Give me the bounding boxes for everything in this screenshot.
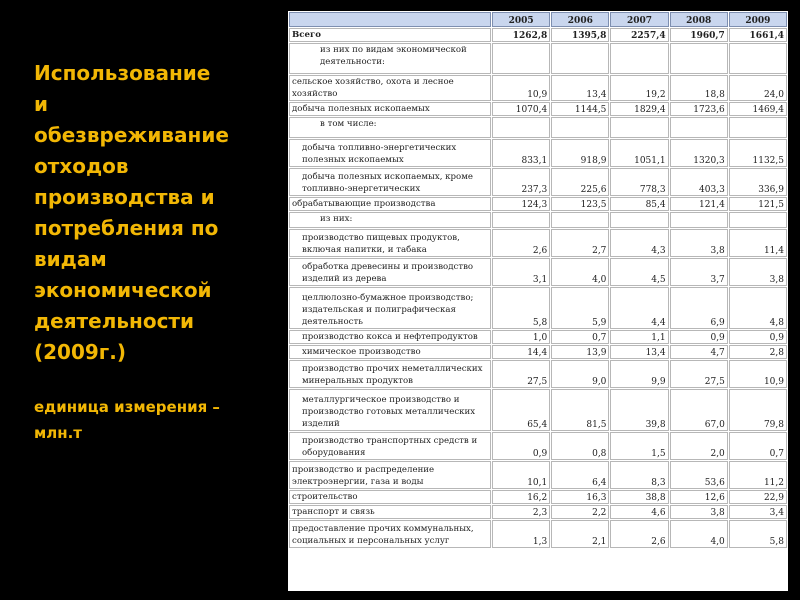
value-cell-2008: 0,9 — [670, 330, 728, 344]
value-cell-2009: 5,8 — [729, 520, 787, 548]
value-cell-2008: 4,0 — [670, 520, 728, 548]
value-cell-2005: 1,0 — [492, 330, 550, 344]
value-cell-2008: 3,7 — [670, 258, 728, 286]
value-cell-2009: 0,7 — [729, 432, 787, 460]
value-cell-2006 — [551, 117, 609, 138]
value-cell-2007: 19,2 — [610, 75, 668, 101]
year-header: 2008 — [670, 12, 728, 27]
value-cell-2006: 0,8 — [551, 432, 609, 460]
value-cell-2006: 1395,8 — [551, 28, 609, 42]
row-label: производство пищевых продуктов, включая напитки, и табака — [289, 229, 491, 257]
row-label: из них: — [289, 212, 491, 228]
value-cell-2008: 53,6 — [670, 461, 728, 489]
value-cell-2006: 4,0 — [551, 258, 609, 286]
header-row — [289, 12, 787, 27]
value-cell-2008: 1723,6 — [670, 102, 728, 116]
value-cell-2007: 38,8 — [610, 490, 668, 504]
row-label: производство и распределение электроэнергии, газа и воды — [289, 461, 491, 489]
table-row — [289, 75, 787, 101]
year-header: 2005 — [492, 12, 550, 27]
value-cell-2009: 24,0 — [729, 75, 787, 101]
value-cell-2006: 13,9 — [551, 345, 609, 359]
value-cell-2008 — [670, 117, 728, 138]
slide-title: Использование и обезвреживание отходов производства и потребления по видам экономической деятельности (2009г.) — [34, 61, 229, 364]
value-cell-2009: 79,8 — [729, 389, 787, 431]
value-cell-2005: 10,9 — [492, 75, 550, 101]
value-cell-2009: 3,8 — [729, 258, 787, 286]
value-cell-2009: 2,8 — [729, 345, 787, 359]
value-cell-2007: 1,1 — [610, 330, 668, 344]
value-cell-2005: 2,3 — [492, 505, 550, 519]
row-label: производство транспортных средств и оборудования — [289, 432, 491, 460]
table-row — [289, 389, 787, 431]
table-row — [289, 345, 787, 359]
value-cell-2007 — [610, 117, 668, 138]
value-cell-2006: 918,9 — [551, 139, 609, 167]
row-label: химическое производство — [289, 345, 491, 359]
row-label: обрабатывающие производства — [289, 197, 491, 211]
table-row — [289, 287, 787, 329]
value-cell-2008: 2,0 — [670, 432, 728, 460]
table-row — [289, 432, 787, 460]
row-label: обработка древесины и производство изделий из дерева — [289, 258, 491, 286]
value-cell-2007: 85,4 — [610, 197, 668, 211]
value-cell-2007: 2257,4 — [610, 28, 668, 42]
value-cell-2005: 65,4 — [492, 389, 550, 431]
unit-note: единица измерения – млн.т — [34, 398, 220, 442]
row-label: производство прочих неметаллических минеральных продуктов — [289, 360, 491, 388]
value-cell-2007: 13,4 — [610, 345, 668, 359]
row-label: транспорт и связь — [289, 505, 491, 519]
table-row — [289, 212, 787, 228]
row-label: Всего — [289, 28, 491, 42]
waste-usage-table — [288, 11, 788, 549]
value-cell-2005: 5,8 — [492, 287, 550, 329]
value-cell-2008: 67,0 — [670, 389, 728, 431]
row-label: сельское хозяйство, охота и лесное хозяйство — [289, 75, 491, 101]
table-row — [289, 330, 787, 344]
value-cell-2005: 27,5 — [492, 360, 550, 388]
row-label: добыча полезных ископаемых, кроме топливно-энергетических — [289, 168, 491, 196]
waste-table-container — [288, 11, 788, 591]
year-header: 2009 — [729, 12, 787, 27]
value-cell-2006: 2,1 — [551, 520, 609, 548]
value-cell-2009: 22,9 — [729, 490, 787, 504]
value-cell-2009: 336,9 — [729, 168, 787, 196]
value-cell-2007: 1829,4 — [610, 102, 668, 116]
value-cell-2006 — [551, 212, 609, 228]
value-cell-2009: 11,2 — [729, 461, 787, 489]
table-row — [289, 360, 787, 388]
value-cell-2008: 27,5 — [670, 360, 728, 388]
value-cell-2006: 2,2 — [551, 505, 609, 519]
table-row — [289, 461, 787, 489]
value-cell-2005 — [492, 117, 550, 138]
row-label: производство кокса и нефтепродуктов — [289, 330, 491, 344]
value-cell-2006: 0,7 — [551, 330, 609, 344]
row-label: добыча полезных ископаемых — [289, 102, 491, 116]
value-cell-2006: 5,9 — [551, 287, 609, 329]
value-cell-2006: 9,0 — [551, 360, 609, 388]
value-cell-2005: 124,3 — [492, 197, 550, 211]
table-row — [289, 520, 787, 548]
table-row — [289, 43, 787, 74]
value-cell-2005: 2,6 — [492, 229, 550, 257]
table-row — [289, 229, 787, 257]
value-cell-2005: 237,3 — [492, 168, 550, 196]
value-cell-2007: 8,3 — [610, 461, 668, 489]
value-cell-2007: 4,4 — [610, 287, 668, 329]
value-cell-2005: 3,1 — [492, 258, 550, 286]
value-cell-2006: 2,7 — [551, 229, 609, 257]
value-cell-2005: 1,3 — [492, 520, 550, 548]
year-header: 2007 — [610, 12, 668, 27]
value-cell-2009 — [729, 43, 787, 74]
value-cell-2007 — [610, 43, 668, 74]
value-cell-2005 — [492, 212, 550, 228]
value-cell-2009: 1469,4 — [729, 102, 787, 116]
value-cell-2005: 833,1 — [492, 139, 550, 167]
value-cell-2006: 225,6 — [551, 168, 609, 196]
row-label: предоставление прочих коммунальных, социальных и персональных услуг — [289, 520, 491, 548]
value-cell-2009: 1132,5 — [729, 139, 787, 167]
value-cell-2005: 1070,4 — [492, 102, 550, 116]
value-cell-2009: 121,5 — [729, 197, 787, 211]
table-row — [289, 139, 787, 167]
row-label: добыча топливно-энергетических полезных ископаемых — [289, 139, 491, 167]
value-cell-2007: 4,5 — [610, 258, 668, 286]
value-cell-2006: 81,5 — [551, 389, 609, 431]
year-header: 2006 — [551, 12, 609, 27]
table-body — [289, 28, 787, 548]
value-cell-2009: 0,9 — [729, 330, 787, 344]
table-row — [289, 102, 787, 116]
value-cell-2005: 0,9 — [492, 432, 550, 460]
value-cell-2005: 10,1 — [492, 461, 550, 489]
row-label: целлюлозно-бумажное производство; издательская и полиграфическая деятельность — [289, 287, 491, 329]
value-cell-2005: 16,2 — [492, 490, 550, 504]
value-cell-2007: 2,6 — [610, 520, 668, 548]
value-cell-2006: 13,4 — [551, 75, 609, 101]
value-cell-2009: 4,8 — [729, 287, 787, 329]
value-cell-2006: 16,3 — [551, 490, 609, 504]
table-row — [289, 117, 787, 138]
value-cell-2005 — [492, 43, 550, 74]
value-cell-2008: 18,8 — [670, 75, 728, 101]
value-cell-2009: 1661,4 — [729, 28, 787, 42]
value-cell-2008: 4,7 — [670, 345, 728, 359]
value-cell-2005: 14,4 — [492, 345, 550, 359]
value-cell-2009 — [729, 212, 787, 228]
value-cell-2005: 1262,8 — [492, 28, 550, 42]
value-cell-2007: 39,8 — [610, 389, 668, 431]
table-row — [289, 197, 787, 211]
value-cell-2009: 10,9 — [729, 360, 787, 388]
value-cell-2008: 403,3 — [670, 168, 728, 196]
value-cell-2008: 3,8 — [670, 505, 728, 519]
value-cell-2009: 11,4 — [729, 229, 787, 257]
value-cell-2009 — [729, 117, 787, 138]
value-cell-2008: 12,6 — [670, 490, 728, 504]
table-row — [289, 28, 787, 42]
value-cell-2008: 3,8 — [670, 229, 728, 257]
value-cell-2006 — [551, 43, 609, 74]
value-cell-2007: 4,3 — [610, 229, 668, 257]
value-cell-2008: 121,4 — [670, 197, 728, 211]
value-cell-2008: 1960,7 — [670, 28, 728, 42]
value-cell-2008: 1320,3 — [670, 139, 728, 167]
slide-title-block — [34, 58, 280, 446]
table-row — [289, 505, 787, 519]
row-label: строительство — [289, 490, 491, 504]
value-cell-2006: 6,4 — [551, 461, 609, 489]
row-label: в том числе: — [289, 117, 491, 138]
row-label: из них по видам экономической деятельности: — [289, 43, 491, 74]
header-corner-cell — [289, 12, 491, 27]
value-cell-2006: 123,5 — [551, 197, 609, 211]
value-cell-2007 — [610, 212, 668, 228]
value-cell-2006: 1144,5 — [551, 102, 609, 116]
table-row — [289, 258, 787, 286]
value-cell-2007: 1051,1 — [610, 139, 668, 167]
value-cell-2007: 1,5 — [610, 432, 668, 460]
value-cell-2007: 778,3 — [610, 168, 668, 196]
table-row — [289, 490, 787, 504]
value-cell-2008 — [670, 43, 728, 74]
value-cell-2007: 4,6 — [610, 505, 668, 519]
row-label: металлургическое производство и производство готовых металлических изделий — [289, 389, 491, 431]
value-cell-2008: 6,9 — [670, 287, 728, 329]
value-cell-2008 — [670, 212, 728, 228]
value-cell-2009: 3,4 — [729, 505, 787, 519]
table-row — [289, 168, 787, 196]
value-cell-2007: 9,9 — [610, 360, 668, 388]
